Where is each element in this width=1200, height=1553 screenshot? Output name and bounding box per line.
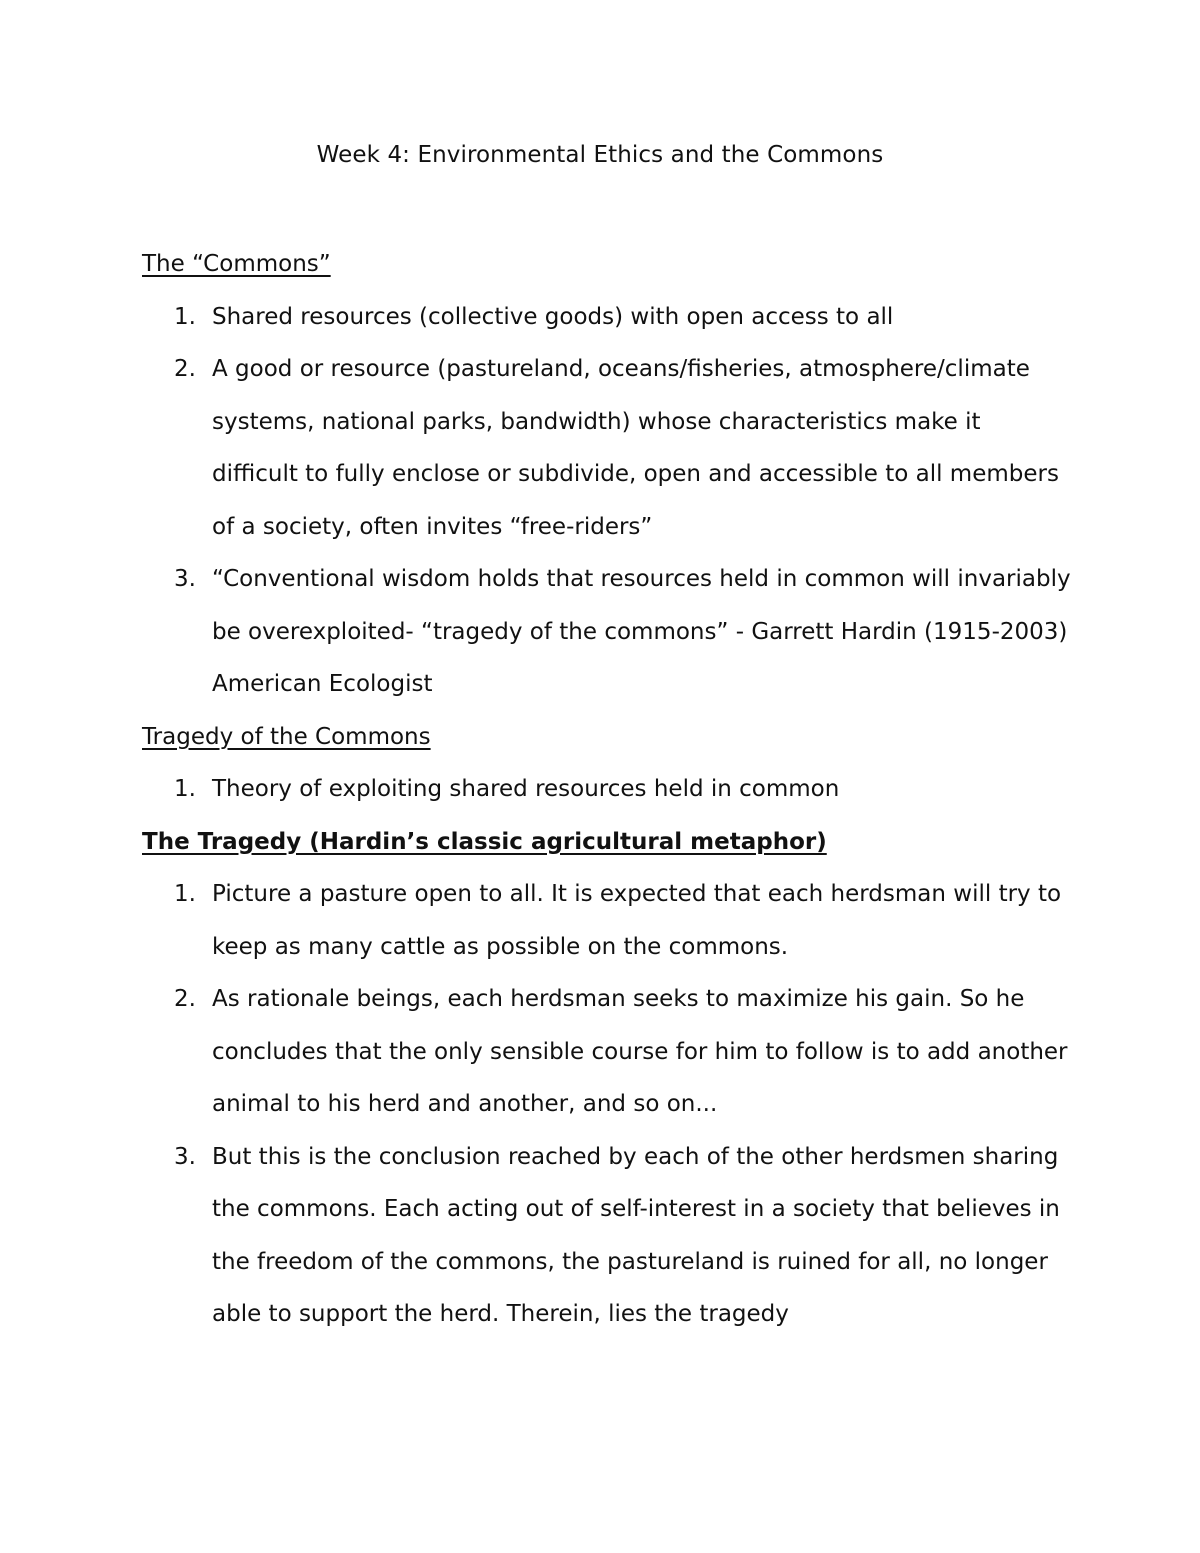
list-item — [142, 291, 1072, 344]
numbered-list — [142, 763, 1072, 816]
section-heading: Tragedy of the Commons — [142, 723, 431, 750]
list-item — [142, 763, 1072, 816]
list-item — [142, 1131, 1072, 1341]
list-item-text: Shared resources (collective goods) with open access to all — [212, 303, 894, 330]
list-item-number: 2. — [174, 356, 196, 382]
list-item-number: 3. — [174, 566, 196, 592]
list-item-number: 1. — [174, 881, 196, 907]
list-item — [142, 973, 1072, 1131]
list-item-text: But this is the conclusion reached by each of the other herdsmen sharing the commons. Each acting out of self-interest in a society that believes in the freedom of the commons, the pastureland is ruined for all, no longer able to support the herd. Therein, lies the tragedy — [212, 1143, 1060, 1327]
section-the-tragedy — [142, 816, 1072, 1341]
list-item-text: A good or resource (pastureland, oceans/fisheries, atmosphere/climate systems, national parks, bandwidth) whose characteristics make it difficult to fully enclose or subdivide, open and accessible to all members of a society, often invites “free-riders” — [212, 356, 1059, 540]
list-item — [142, 868, 1072, 973]
list-item-number: 1. — [174, 776, 196, 802]
section-heading: The “Commons” — [142, 251, 331, 277]
list-item-text: Picture a pasture open to all. It is expected that each herdsman will try to keep as many cattle as possible on the commons. — [212, 881, 1062, 960]
list-item-number: 2. — [174, 986, 196, 1012]
list-item — [142, 343, 1072, 553]
list-item — [142, 553, 1072, 711]
list-item-text: Theory of exploiting shared resources held in common — [212, 776, 840, 802]
list-item-text: “Conventional wisdom holds that resources held in common will invariably be overexploited- “tragedy of the commons” - Garrett Hardin (1915-2003) American Ecologist — [212, 566, 1071, 697]
section-commons — [142, 238, 1072, 711]
list-item-number: 1. — [174, 303, 196, 330]
section-tragedy-of-the-commons — [142, 711, 1072, 816]
list-item-number: 3. — [174, 1143, 196, 1170]
document-body — [142, 238, 1072, 1341]
document-title: Week 4: Environmental Ethics and the Commons — [316, 142, 884, 168]
section-heading: The Tragedy (Hardin’s classic agricultural metaphor) — [142, 828, 827, 855]
numbered-list — [142, 291, 1072, 711]
list-item-text: As rationale beings, each herdsman seeks to maximize his gain. So he concludes that the only sensible course for him to follow is to add another animal to his herd and another, and so on... — [212, 986, 1068, 1117]
numbered-list — [142, 868, 1072, 1341]
